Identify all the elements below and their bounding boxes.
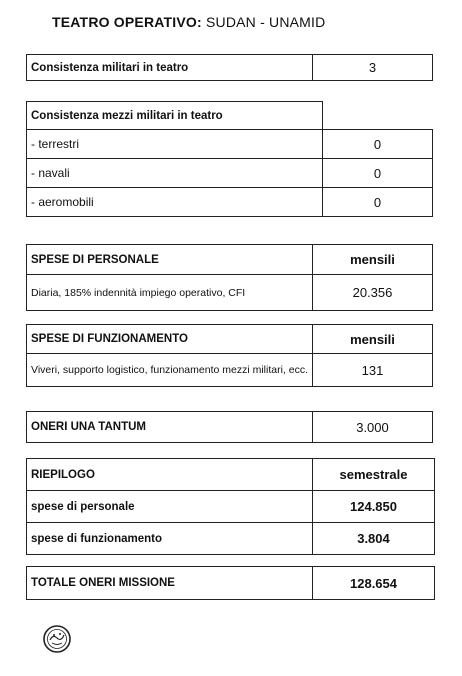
seal-stamp-icon — [42, 624, 72, 654]
totale-label: TOTALE ONERI MISSIONE — [27, 567, 313, 600]
funzionamento-label: Viveri, supporto logistico, funzionamento mezzi militari, ecc. — [27, 354, 313, 387]
mezzi-row-terrestri-label: - terrestri — [27, 130, 323, 159]
militari-label: Consistenza militari in teatro — [27, 55, 313, 81]
militari-table — [26, 54, 433, 81]
title-mission: SUDAN - UNAMID — [201, 14, 326, 30]
personale-table — [26, 244, 433, 311]
mezzi-row-navali-value: 0 — [323, 159, 433, 188]
personale-label: Diaria, 185% indennità impiego operativo, CFI — [27, 275, 313, 311]
funzionamento-value: 131 — [313, 354, 433, 387]
riepilogo-col-header: semestrale — [313, 459, 435, 491]
personale-col-header: mensili — [313, 245, 433, 275]
page-title — [52, 14, 325, 30]
mezzi-row-aeromobili-value: 0 — [323, 188, 433, 217]
funzionamento-table — [26, 324, 433, 387]
totale-value: 128.654 — [313, 567, 435, 600]
personale-value: 20.356 — [313, 275, 433, 311]
mezzi-table — [26, 101, 433, 217]
mezzi-row-terrestri-value: 0 — [323, 130, 433, 159]
personale-heading: SPESE DI PERSONALE — [27, 245, 313, 275]
militari-value: 3 — [313, 55, 433, 81]
funzionamento-heading: SPESE DI FUNZIONAMENTO — [27, 325, 313, 354]
riepilogo-funzionamento-label: spese di funzionamento — [27, 523, 313, 555]
riepilogo-funzionamento-value: 3.804 — [313, 523, 435, 555]
riepilogo-table — [26, 458, 435, 555]
mezzi-row-aeromobili-label: - aeromobili — [27, 188, 323, 217]
totale-table — [26, 566, 435, 600]
riepilogo-heading: RIEPILOGO — [27, 459, 313, 491]
tantum-value: 3.000 — [313, 412, 433, 443]
title-prefix: TEATRO OPERATIVO: — [52, 14, 202, 30]
tantum-table — [26, 411, 433, 443]
mezzi-heading: Consistenza mezzi militari in teatro — [27, 102, 323, 130]
tantum-label: ONERI UNA TANTUM — [27, 412, 313, 443]
funzionamento-col-header: mensili — [313, 325, 433, 354]
riepilogo-personale-value: 124.850 — [313, 491, 435, 523]
mezzi-row-navali-label: - navali — [27, 159, 323, 188]
riepilogo-personale-label: spese di personale — [27, 491, 313, 523]
